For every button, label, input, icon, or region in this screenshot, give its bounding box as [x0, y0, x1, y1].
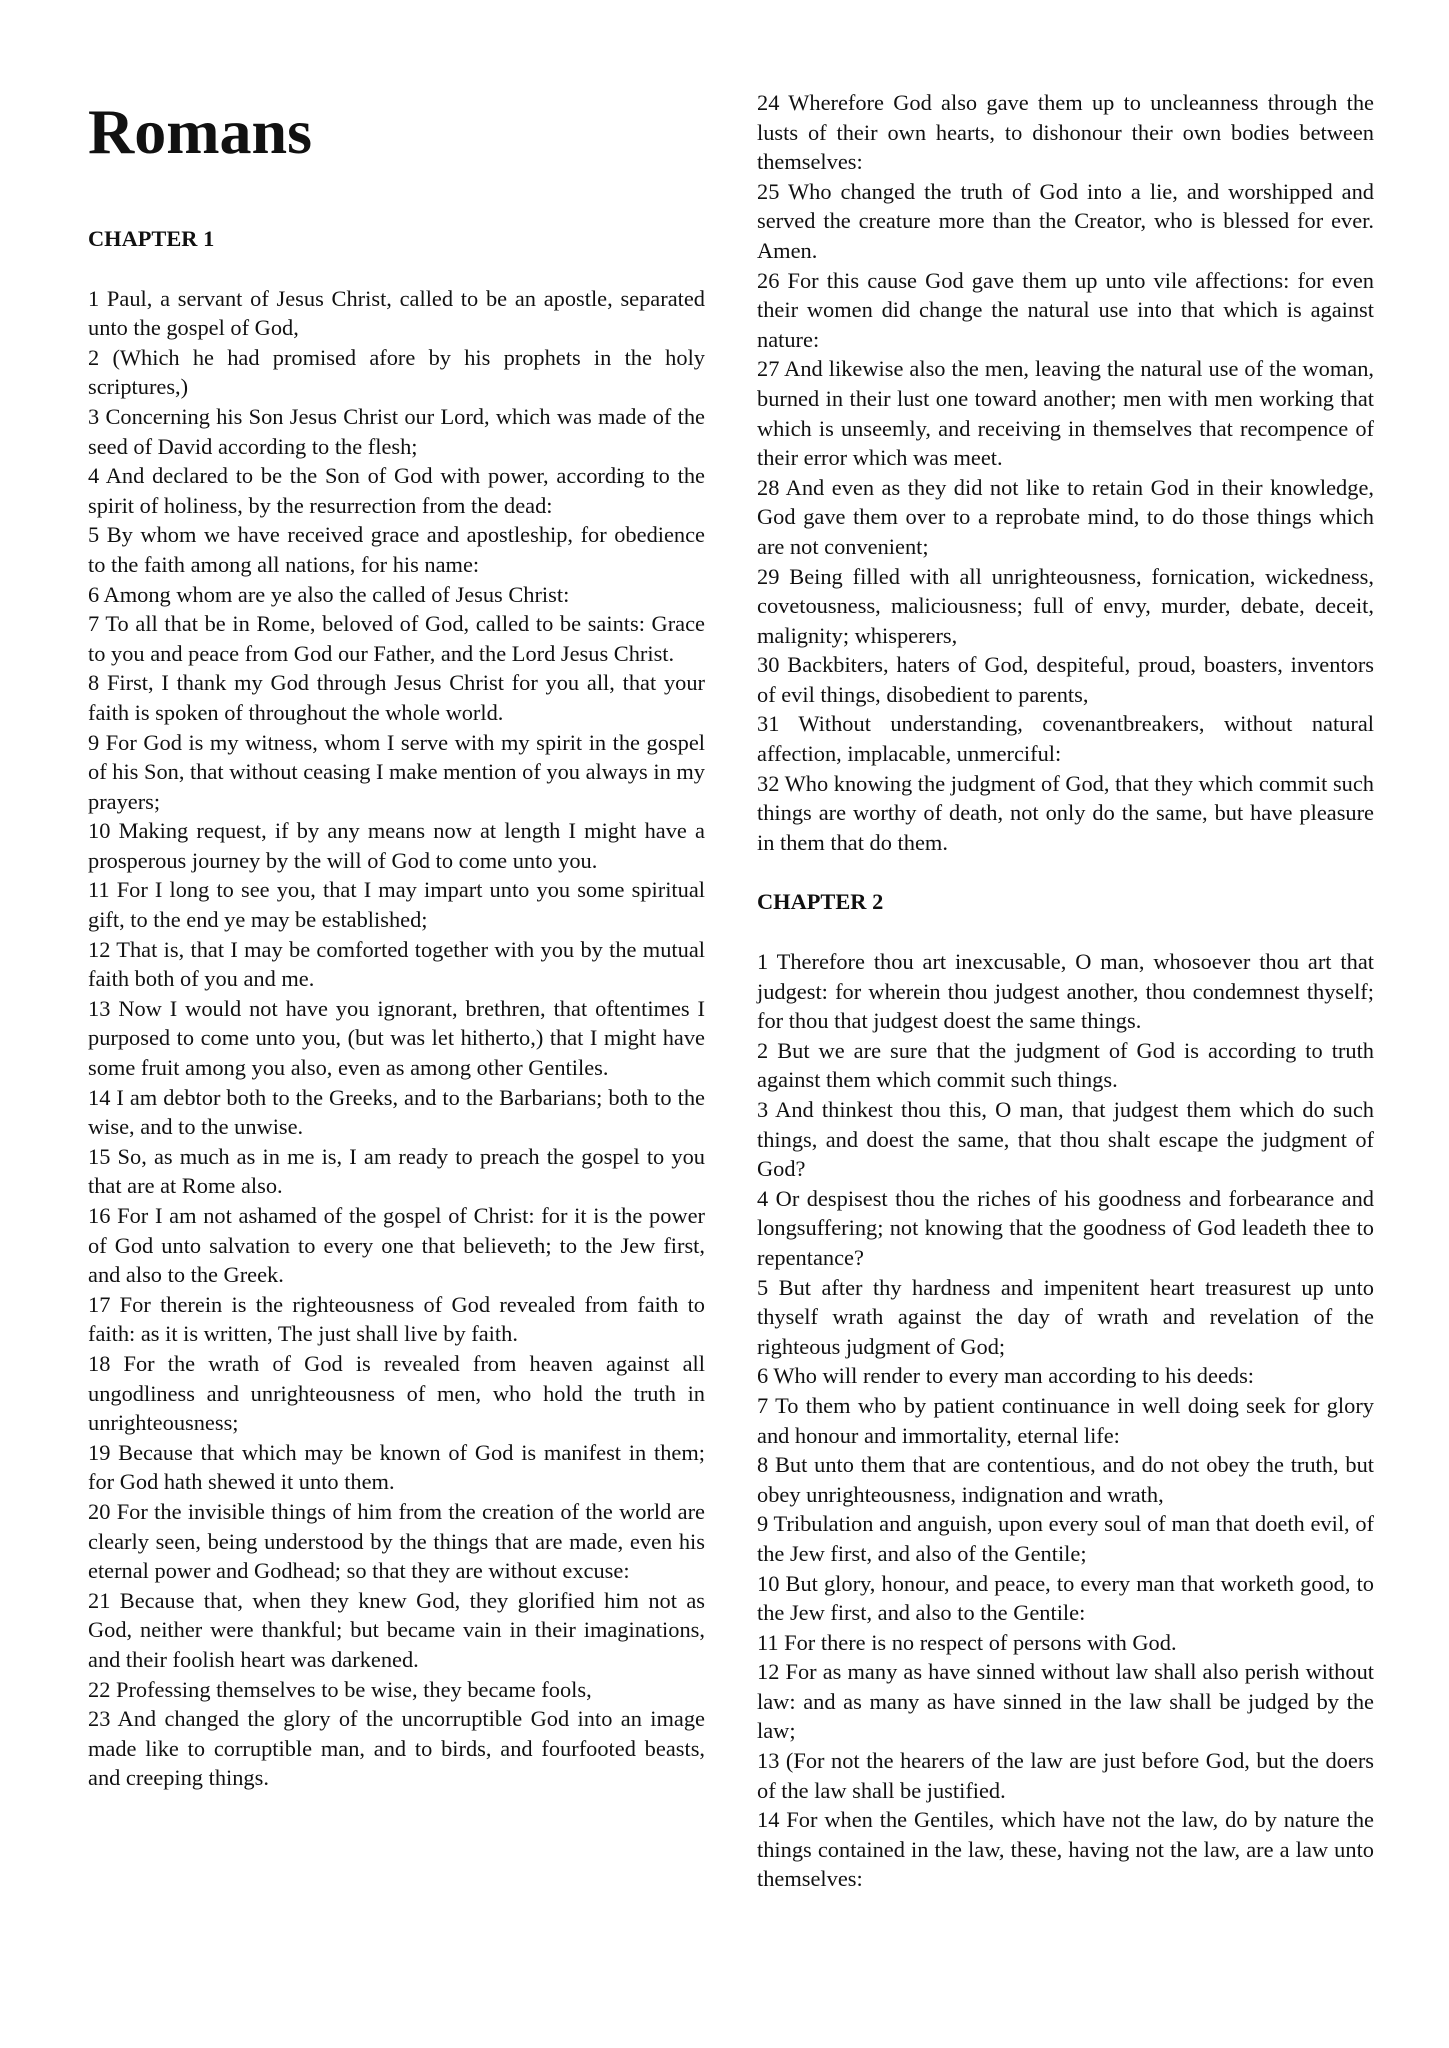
- verse: 13 (For not the hearers of the law are just before God, but the doers of the law shall be justified.: [757, 1748, 1374, 1803]
- verse: 7 To them who by patient continuance in well doing seek for glory and honour and immortality, eternal life:: [757, 1392, 1374, 1448]
- verse: 5 But after thy hardness and impenitent heart treasurest up unto thyself wrath against the day of wrath and revelation of the righteous judgment of God;: [757, 1274, 1374, 1359]
- verse: 7 To all that be in Rome, beloved of God, called to be saints: Grace to you and peace from God our Father, and the Lord Jesus Christ.: [88, 611, 705, 666]
- verse: 4 Or despisest thou the riches of his goodness and forbearance and longsuffering; not knowing that the goodness of God leadeth thee to repentance?: [757, 1185, 1374, 1270]
- verse: 15 So, as much as in me is, I am ready to preach the gospel to you that are at Rome also.: [88, 1143, 705, 1199]
- verse: 27 And likewise also the men, leaving the natural use of the woman, burned in their lust one toward another; men with men working that which is unseemly, and receiving in themselves that recompence of their error which was meet.: [757, 356, 1374, 471]
- verse: 14 I am debtor both to the Greeks, and to the Barbarians; both to the wise, and to the unwise.: [88, 1084, 705, 1140]
- verse: 8 First, I thank my God through Jesus Christ for you all, that your faith is spoken of throughout the whole world.: [88, 670, 705, 725]
- verse: 31 Without understanding, covenantbreakers, without natural affection, implacable, unmerciful:: [757, 711, 1374, 767]
- verse: 28 And even as they did not like to retain God in their knowledge, God gave them over to a reprobate mind, to do those things which are not convenient;: [757, 474, 1374, 559]
- verse: 19 Because that which may be known of God is manifest in them; for God hath shewed it unto them.: [88, 1439, 705, 1495]
- verse-list: [757, 88, 1374, 857]
- verse: 16 For I am not ashamed of the gospel of Christ: for it is the power of God unto salvation to every one that believeth; to the Jew first, and also to the Greek.: [88, 1203, 705, 1288]
- verse: 20 For the invisible things of him from the creation of the world are clearly seen, being understood by the things that are made, even his eternal power and Godhead; so that they are without excuse:: [88, 1498, 705, 1584]
- verse: 11 For I long to see you, that I may impart unto you some spiritual gift, to the end ye may be established;: [88, 877, 705, 933]
- verse: 3 And thinkest thou this, O man, that judgest them which do such things, and doest the same, that thou shalt escape the judgment of God?: [757, 1097, 1374, 1182]
- verse: 10 But glory, honour, and peace, to every man that worketh good, to the Jew first, and also to the Gentile:: [757, 1570, 1374, 1626]
- verse: 8 But unto them that are contentious, and do not obey the truth, but obey unrighteousness, indignation and wrath,: [757, 1452, 1374, 1507]
- verse: 2 (Which he had promised afore by his prophets in the holy scriptures,): [88, 344, 705, 400]
- left-column: [88, 88, 705, 1793]
- verse: 11 For there is no respect of persons with God.: [757, 1629, 1177, 1655]
- verse: 12 For as many as have sinned without law shall also perish without law: and as many as have sinned in the law shall be judged by the law;: [757, 1659, 1374, 1744]
- verse: 21 Because that, when they knew God, they glorified him not as God, neither were thankful; but became vain in their imaginations, and their foolish heart was darkened.: [88, 1587, 705, 1672]
- verse: 1 Therefore thou art inexcusable, O man, whosoever thou art that judgest: for wherein thou judgest another, thou condemnest thyself; for thou that judgest doest the same things.: [757, 949, 1374, 1034]
- verse: 32 Who knowing the judgment of God, that they which commit such things are worthy of death, not only do the same, but have pleasure in them that do them.: [757, 770, 1374, 855]
- verse: 18 For the wrath of God is revealed from heaven against all ungodliness and unrighteousness of men, who hold the truth in unrighteousness;: [88, 1350, 705, 1436]
- verse: 1 Paul, a servant of Jesus Christ, called to be an apostle, separated unto the gospel of God,: [88, 285, 705, 341]
- verse: 12 That is, that I may be comforted together with you by the mutual faith both of you and me.: [88, 936, 705, 992]
- verse: 17 For therein is the righteousness of God revealed from faith to faith: as it is written, The just shall live by faith.: [88, 1291, 705, 1347]
- verse: 6 Among whom are ye also the called of Jesus Christ:: [88, 581, 570, 607]
- verse: 23 And changed the glory of the uncorruptible God into an image made like to corruptible man, and to birds, and fourfooted beasts, and creeping things.: [88, 1706, 705, 1791]
- verse: 30 Backbiters, haters of God, despiteful, proud, boasters, inventors of evil things, disobedient to parents,: [757, 652, 1374, 707]
- chapter-heading: CHAPTER 1: [88, 226, 215, 251]
- verse: 4 And declared to be the Son of God with power, according to the spirit of holiness, by the resurrection from the dead:: [88, 463, 705, 518]
- verse: 14 For when the Gentiles, which have not the law, do by nature the things contained in the law, these, having not the law, are a law unto themselves:: [757, 1807, 1374, 1892]
- chapter-heading: CHAPTER 2: [757, 889, 884, 915]
- book-title: Romans: [88, 96, 313, 167]
- verse: 9 For God is my witness, whom I serve with my spirit in the gospel of his Son, that without ceasing I make mention of you always in my prayers;: [88, 729, 705, 814]
- verse: 24 Wherefore God also gave them up to uncleanness through the lusts of their own hearts, to dishonour their own bodies between themselves:: [757, 90, 1374, 175]
- verse: 13 Now I would not have you ignorant, brethren, that oftentimes I purposed to come unto you, (but was let hitherto,) that I might have some fruit among you also, even as among other Gentiles.: [88, 995, 705, 1081]
- verse: 5 By whom we have received grace and apostleship, for obedience to the faith among all nations, for his name:: [88, 522, 705, 577]
- verse: 6 Who will render to every man according to his deeds:: [757, 1363, 1255, 1389]
- verse-list: [757, 947, 1374, 1894]
- verse: 3 Concerning his Son Jesus Christ our Lord, which was made of the seed of David according to the flesh;: [88, 403, 705, 459]
- verse: 26 For this cause God gave them up unto vile affections: for even their women did change the natural use into that which is against nature:: [757, 267, 1374, 352]
- verse: 22 Professing themselves to be wise, they became fools,: [88, 1676, 592, 1702]
- verse: 25 Who changed the truth of God into a lie, and worshipped and served the creature more than the Creator, who is blessed for ever. Amen.: [757, 178, 1374, 263]
- verse-list: [88, 284, 705, 1793]
- verse: 10 Making request, if by any means now at length I might have a prosperous journey by the will of God to come unto you.: [88, 818, 705, 873]
- verse: 2 But we are sure that the judgment of God is according to truth against them which commit such things.: [757, 1037, 1374, 1093]
- verse: 9 Tribulation and anguish, upon every soul of man that doeth evil, of the Jew first, and also of the Gentile;: [757, 1511, 1374, 1566]
- right-column: [757, 88, 1374, 1894]
- verse: 29 Being filled with all unrighteousness, fornication, wickedness, covetousness, maliciousness; full of envy, murder, debate, deceit, malignity; whisperers,: [757, 563, 1374, 648]
